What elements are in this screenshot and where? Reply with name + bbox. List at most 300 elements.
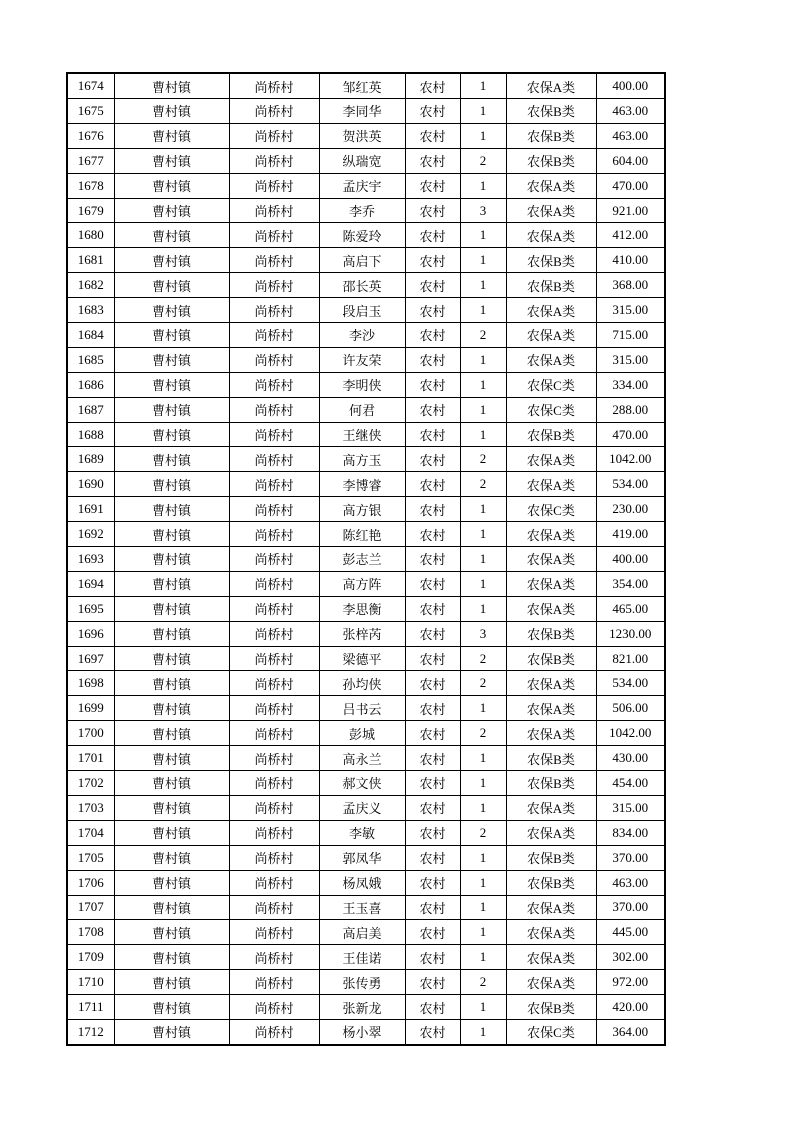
cell-person-count: 2 bbox=[460, 646, 506, 671]
cell-amount: 430.00 bbox=[596, 746, 665, 771]
cell-insurance-category: 农保A类 bbox=[506, 671, 596, 696]
cell-village: 尚桥村 bbox=[229, 995, 319, 1020]
cell-residence-type: 农村 bbox=[405, 945, 460, 970]
cell-amount: 315.00 bbox=[596, 347, 665, 372]
cell-insurance-category: 农保A类 bbox=[506, 945, 596, 970]
cell-sequence-number: 1703 bbox=[67, 795, 114, 820]
table-row bbox=[67, 273, 665, 298]
cell-amount: 1230.00 bbox=[596, 621, 665, 646]
cell-town: 曹村镇 bbox=[114, 497, 229, 522]
cell-sequence-number: 1704 bbox=[67, 820, 114, 845]
cell-person-name: 高启美 bbox=[319, 920, 405, 945]
cell-person-name: 李明侠 bbox=[319, 372, 405, 397]
cell-village: 尚桥村 bbox=[229, 248, 319, 273]
cell-person-count: 1 bbox=[460, 123, 506, 148]
cell-person-name: 何君 bbox=[319, 397, 405, 422]
cell-insurance-category: 农保B类 bbox=[506, 148, 596, 173]
cell-person-count: 1 bbox=[460, 571, 506, 596]
cell-village: 尚桥村 bbox=[229, 1019, 319, 1045]
cell-village: 尚桥村 bbox=[229, 347, 319, 372]
cell-person-name: 陈爱玲 bbox=[319, 223, 405, 248]
table-row bbox=[67, 323, 665, 348]
cell-insurance-category: 农保B类 bbox=[506, 621, 596, 646]
cell-sequence-number: 1700 bbox=[67, 721, 114, 746]
cell-person-count: 3 bbox=[460, 621, 506, 646]
cell-town: 曹村镇 bbox=[114, 771, 229, 796]
cell-village: 尚桥村 bbox=[229, 945, 319, 970]
cell-town: 曹村镇 bbox=[114, 671, 229, 696]
cell-person-name: 杨凤娥 bbox=[319, 870, 405, 895]
cell-amount: 400.00 bbox=[596, 547, 665, 572]
cell-insurance-category: 农保A类 bbox=[506, 323, 596, 348]
table-row bbox=[67, 795, 665, 820]
cell-town: 曹村镇 bbox=[114, 123, 229, 148]
cell-person-name: 李博睿 bbox=[319, 472, 405, 497]
cell-amount: 419.00 bbox=[596, 522, 665, 547]
cell-amount: 1042.00 bbox=[596, 447, 665, 472]
cell-residence-type: 农村 bbox=[405, 771, 460, 796]
cell-sequence-number: 1709 bbox=[67, 945, 114, 970]
cell-village: 尚桥村 bbox=[229, 323, 319, 348]
cell-sequence-number: 1688 bbox=[67, 422, 114, 447]
cell-village: 尚桥村 bbox=[229, 970, 319, 995]
cell-town: 曹村镇 bbox=[114, 571, 229, 596]
cell-village: 尚桥村 bbox=[229, 920, 319, 945]
cell-residence-type: 农村 bbox=[405, 123, 460, 148]
cell-village: 尚桥村 bbox=[229, 870, 319, 895]
cell-insurance-category: 农保A类 bbox=[506, 820, 596, 845]
cell-sequence-number: 1706 bbox=[67, 870, 114, 895]
cell-person-count: 2 bbox=[460, 148, 506, 173]
cell-sequence-number: 1699 bbox=[67, 696, 114, 721]
cell-person-name: 梁德平 bbox=[319, 646, 405, 671]
cell-town: 曹村镇 bbox=[114, 472, 229, 497]
cell-amount: 302.00 bbox=[596, 945, 665, 970]
cell-person-count: 1 bbox=[460, 522, 506, 547]
cell-person-count: 1 bbox=[460, 273, 506, 298]
cell-village: 尚桥村 bbox=[229, 696, 319, 721]
table-row bbox=[67, 173, 665, 198]
cell-insurance-category: 农保B类 bbox=[506, 123, 596, 148]
cell-person-count: 2 bbox=[460, 323, 506, 348]
cell-village: 尚桥村 bbox=[229, 99, 319, 124]
cell-insurance-category: 农保B类 bbox=[506, 273, 596, 298]
cell-insurance-category: 农保B类 bbox=[506, 646, 596, 671]
cell-person-count: 2 bbox=[460, 820, 506, 845]
cell-person-count: 1 bbox=[460, 99, 506, 124]
cell-insurance-category: 农保A类 bbox=[506, 198, 596, 223]
table-row bbox=[67, 771, 665, 796]
cell-town: 曹村镇 bbox=[114, 372, 229, 397]
cell-residence-type: 农村 bbox=[405, 323, 460, 348]
cell-person-name: 段启玉 bbox=[319, 298, 405, 323]
cell-town: 曹村镇 bbox=[114, 73, 229, 99]
table-row bbox=[67, 945, 665, 970]
cell-person-name: 李沙 bbox=[319, 323, 405, 348]
cell-sequence-number: 1686 bbox=[67, 372, 114, 397]
cell-residence-type: 农村 bbox=[405, 895, 460, 920]
cell-residence-type: 农村 bbox=[405, 447, 460, 472]
cell-village: 尚桥村 bbox=[229, 771, 319, 796]
cell-village: 尚桥村 bbox=[229, 447, 319, 472]
table-row bbox=[67, 123, 665, 148]
cell-person-count: 1 bbox=[460, 173, 506, 198]
cell-amount: 364.00 bbox=[596, 1019, 665, 1045]
cell-insurance-category: 农保A类 bbox=[506, 347, 596, 372]
cell-amount: 534.00 bbox=[596, 671, 665, 696]
table-row bbox=[67, 696, 665, 721]
cell-village: 尚桥村 bbox=[229, 298, 319, 323]
cell-village: 尚桥村 bbox=[229, 198, 319, 223]
cell-residence-type: 农村 bbox=[405, 646, 460, 671]
cell-residence-type: 农村 bbox=[405, 671, 460, 696]
cell-insurance-category: 农保B类 bbox=[506, 845, 596, 870]
cell-residence-type: 农村 bbox=[405, 372, 460, 397]
table-row bbox=[67, 198, 665, 223]
cell-town: 曹村镇 bbox=[114, 746, 229, 771]
cell-amount: 400.00 bbox=[596, 73, 665, 99]
cell-insurance-category: 农保A类 bbox=[506, 173, 596, 198]
table-row bbox=[67, 596, 665, 621]
cell-person-name: 孙均侠 bbox=[319, 671, 405, 696]
cell-town: 曹村镇 bbox=[114, 646, 229, 671]
cell-person-name: 李思衡 bbox=[319, 596, 405, 621]
cell-residence-type: 农村 bbox=[405, 522, 460, 547]
cell-sequence-number: 1701 bbox=[67, 746, 114, 771]
cell-person-count: 1 bbox=[460, 497, 506, 522]
cell-amount: 354.00 bbox=[596, 571, 665, 596]
cell-person-name: 杨小翠 bbox=[319, 1019, 405, 1045]
cell-sequence-number: 1680 bbox=[67, 223, 114, 248]
cell-sequence-number: 1687 bbox=[67, 397, 114, 422]
cell-village: 尚桥村 bbox=[229, 671, 319, 696]
table-row bbox=[67, 845, 665, 870]
cell-insurance-category: 农保A类 bbox=[506, 920, 596, 945]
cell-town: 曹村镇 bbox=[114, 845, 229, 870]
cell-residence-type: 农村 bbox=[405, 820, 460, 845]
cell-amount: 370.00 bbox=[596, 845, 665, 870]
cell-amount: 334.00 bbox=[596, 372, 665, 397]
table-row bbox=[67, 372, 665, 397]
cell-town: 曹村镇 bbox=[114, 895, 229, 920]
cell-town: 曹村镇 bbox=[114, 995, 229, 1020]
table-row bbox=[67, 571, 665, 596]
cell-amount: 288.00 bbox=[596, 397, 665, 422]
cell-person-count: 1 bbox=[460, 347, 506, 372]
cell-person-count: 1 bbox=[460, 596, 506, 621]
cell-person-count: 1 bbox=[460, 223, 506, 248]
cell-insurance-category: 农保A类 bbox=[506, 298, 596, 323]
cell-person-count: 1 bbox=[460, 372, 506, 397]
cell-insurance-category: 农保A类 bbox=[506, 223, 596, 248]
cell-town: 曹村镇 bbox=[114, 945, 229, 970]
cell-sequence-number: 1694 bbox=[67, 571, 114, 596]
cell-sequence-number: 1690 bbox=[67, 472, 114, 497]
table-row bbox=[67, 646, 665, 671]
cell-village: 尚桥村 bbox=[229, 571, 319, 596]
cell-person-count: 1 bbox=[460, 995, 506, 1020]
table-row bbox=[67, 397, 665, 422]
cell-town: 曹村镇 bbox=[114, 173, 229, 198]
cell-amount: 604.00 bbox=[596, 148, 665, 173]
table-row bbox=[67, 1019, 665, 1045]
cell-residence-type: 农村 bbox=[405, 173, 460, 198]
cell-insurance-category: 农保A类 bbox=[506, 547, 596, 572]
cell-person-count: 2 bbox=[460, 447, 506, 472]
cell-residence-type: 农村 bbox=[405, 298, 460, 323]
cell-sequence-number: 1696 bbox=[67, 621, 114, 646]
table-row bbox=[67, 223, 665, 248]
cell-insurance-category: 农保A类 bbox=[506, 895, 596, 920]
cell-amount: 412.00 bbox=[596, 223, 665, 248]
cell-insurance-category: 农保A类 bbox=[506, 696, 596, 721]
cell-insurance-category: 农保B类 bbox=[506, 99, 596, 124]
cell-sequence-number: 1711 bbox=[67, 995, 114, 1020]
cell-person-count: 1 bbox=[460, 397, 506, 422]
table-row bbox=[67, 547, 665, 572]
cell-residence-type: 农村 bbox=[405, 746, 460, 771]
cell-residence-type: 农村 bbox=[405, 422, 460, 447]
cell-sequence-number: 1682 bbox=[67, 273, 114, 298]
cell-person-name: 张梓芮 bbox=[319, 621, 405, 646]
cell-residence-type: 农村 bbox=[405, 248, 460, 273]
cell-insurance-category: 农保A类 bbox=[506, 447, 596, 472]
cell-person-count: 1 bbox=[460, 870, 506, 895]
cell-person-name: 邹红英 bbox=[319, 73, 405, 99]
cell-insurance-category: 农保A类 bbox=[506, 73, 596, 99]
cell-person-count: 1 bbox=[460, 248, 506, 273]
cell-residence-type: 农村 bbox=[405, 73, 460, 99]
cell-person-name: 李乔 bbox=[319, 198, 405, 223]
cell-sequence-number: 1693 bbox=[67, 547, 114, 572]
cell-person-name: 高方玉 bbox=[319, 447, 405, 472]
cell-residence-type: 农村 bbox=[405, 273, 460, 298]
cell-person-count: 2 bbox=[460, 721, 506, 746]
cell-person-count: 1 bbox=[460, 422, 506, 447]
cell-village: 尚桥村 bbox=[229, 472, 319, 497]
cell-person-name: 王继侠 bbox=[319, 422, 405, 447]
cell-residence-type: 农村 bbox=[405, 472, 460, 497]
cell-sequence-number: 1677 bbox=[67, 148, 114, 173]
cell-village: 尚桥村 bbox=[229, 422, 319, 447]
cell-town: 曹村镇 bbox=[114, 522, 229, 547]
table-row bbox=[67, 721, 665, 746]
cell-person-count: 1 bbox=[460, 298, 506, 323]
cell-town: 曹村镇 bbox=[114, 447, 229, 472]
cell-town: 曹村镇 bbox=[114, 347, 229, 372]
table-row bbox=[67, 995, 665, 1020]
cell-person-count: 1 bbox=[460, 920, 506, 945]
cell-person-count: 1 bbox=[460, 845, 506, 870]
cell-town: 曹村镇 bbox=[114, 397, 229, 422]
cell-person-name: 孟庆宇 bbox=[319, 173, 405, 198]
cell-residence-type: 农村 bbox=[405, 1019, 460, 1045]
cell-amount: 470.00 bbox=[596, 173, 665, 198]
cell-town: 曹村镇 bbox=[114, 547, 229, 572]
cell-person-name: 贺洪英 bbox=[319, 123, 405, 148]
cell-village: 尚桥村 bbox=[229, 123, 319, 148]
cell-amount: 420.00 bbox=[596, 995, 665, 1020]
cell-person-name: 孟庆义 bbox=[319, 795, 405, 820]
cell-person-count: 1 bbox=[460, 771, 506, 796]
cell-insurance-category: 农保A类 bbox=[506, 522, 596, 547]
cell-person-name: 李同华 bbox=[319, 99, 405, 124]
cell-village: 尚桥村 bbox=[229, 223, 319, 248]
cell-insurance-category: 农保B类 bbox=[506, 746, 596, 771]
table-row bbox=[67, 920, 665, 945]
cell-village: 尚桥村 bbox=[229, 522, 319, 547]
cell-village: 尚桥村 bbox=[229, 795, 319, 820]
cell-town: 曹村镇 bbox=[114, 820, 229, 845]
cell-residence-type: 农村 bbox=[405, 397, 460, 422]
cell-sequence-number: 1675 bbox=[67, 99, 114, 124]
cell-sequence-number: 1708 bbox=[67, 920, 114, 945]
cell-insurance-category: 农保A类 bbox=[506, 571, 596, 596]
cell-amount: 315.00 bbox=[596, 298, 665, 323]
cell-person-name: 高启下 bbox=[319, 248, 405, 273]
cell-person-name: 张传勇 bbox=[319, 970, 405, 995]
cell-village: 尚桥村 bbox=[229, 820, 319, 845]
cell-village: 尚桥村 bbox=[229, 845, 319, 870]
table-row bbox=[67, 99, 665, 124]
cell-village: 尚桥村 bbox=[229, 173, 319, 198]
cell-person-count: 1 bbox=[460, 1019, 506, 1045]
cell-sequence-number: 1707 bbox=[67, 895, 114, 920]
table-row bbox=[67, 298, 665, 323]
cell-insurance-category: 农保A类 bbox=[506, 721, 596, 746]
cell-sequence-number: 1689 bbox=[67, 447, 114, 472]
cell-sequence-number: 1679 bbox=[67, 198, 114, 223]
cell-person-name: 郝文侠 bbox=[319, 771, 405, 796]
cell-insurance-category: 农保A类 bbox=[506, 472, 596, 497]
cell-town: 曹村镇 bbox=[114, 298, 229, 323]
cell-residence-type: 农村 bbox=[405, 198, 460, 223]
cell-sequence-number: 1692 bbox=[67, 522, 114, 547]
cell-person-name: 王玉喜 bbox=[319, 895, 405, 920]
cell-town: 曹村镇 bbox=[114, 323, 229, 348]
cell-residence-type: 农村 bbox=[405, 920, 460, 945]
pension-benefits-table bbox=[66, 72, 666, 1046]
cell-residence-type: 农村 bbox=[405, 696, 460, 721]
cell-insurance-category: 农保A类 bbox=[506, 795, 596, 820]
cell-residence-type: 农村 bbox=[405, 223, 460, 248]
cell-person-count: 1 bbox=[460, 895, 506, 920]
cell-person-name: 郭凤华 bbox=[319, 845, 405, 870]
cell-amount: 463.00 bbox=[596, 123, 665, 148]
cell-town: 曹村镇 bbox=[114, 422, 229, 447]
table-row bbox=[67, 895, 665, 920]
cell-residence-type: 农村 bbox=[405, 970, 460, 995]
cell-sequence-number: 1681 bbox=[67, 248, 114, 273]
cell-person-name: 李敏 bbox=[319, 820, 405, 845]
cell-amount: 972.00 bbox=[596, 970, 665, 995]
cell-amount: 230.00 bbox=[596, 497, 665, 522]
table-row bbox=[67, 820, 665, 845]
cell-residence-type: 农村 bbox=[405, 621, 460, 646]
cell-sequence-number: 1684 bbox=[67, 323, 114, 348]
cell-insurance-category: 农保B类 bbox=[506, 248, 596, 273]
cell-person-count: 1 bbox=[460, 945, 506, 970]
cell-town: 曹村镇 bbox=[114, 148, 229, 173]
table-row bbox=[67, 472, 665, 497]
cell-amount: 368.00 bbox=[596, 273, 665, 298]
cell-village: 尚桥村 bbox=[229, 895, 319, 920]
cell-village: 尚桥村 bbox=[229, 397, 319, 422]
cell-person-name: 纵瑞宽 bbox=[319, 148, 405, 173]
cell-village: 尚桥村 bbox=[229, 746, 319, 771]
cell-amount: 506.00 bbox=[596, 696, 665, 721]
cell-residence-type: 农村 bbox=[405, 347, 460, 372]
cell-amount: 470.00 bbox=[596, 422, 665, 447]
cell-person-name: 王佳诺 bbox=[319, 945, 405, 970]
cell-sequence-number: 1705 bbox=[67, 845, 114, 870]
cell-village: 尚桥村 bbox=[229, 148, 319, 173]
cell-sequence-number: 1712 bbox=[67, 1019, 114, 1045]
table-row bbox=[67, 746, 665, 771]
table-row bbox=[67, 621, 665, 646]
table-row bbox=[67, 970, 665, 995]
cell-town: 曹村镇 bbox=[114, 596, 229, 621]
cell-town: 曹村镇 bbox=[114, 870, 229, 895]
cell-person-count: 2 bbox=[460, 970, 506, 995]
cell-insurance-category: 农保B类 bbox=[506, 771, 596, 796]
cell-insurance-category: 农保B类 bbox=[506, 995, 596, 1020]
cell-insurance-category: 农保C类 bbox=[506, 497, 596, 522]
cell-person-count: 3 bbox=[460, 198, 506, 223]
cell-amount: 315.00 bbox=[596, 795, 665, 820]
cell-sequence-number: 1691 bbox=[67, 497, 114, 522]
cell-amount: 1042.00 bbox=[596, 721, 665, 746]
cell-person-name: 高永兰 bbox=[319, 746, 405, 771]
cell-village: 尚桥村 bbox=[229, 372, 319, 397]
table-row bbox=[67, 447, 665, 472]
table-row bbox=[67, 870, 665, 895]
cell-insurance-category: 农保C类 bbox=[506, 397, 596, 422]
cell-insurance-category: 农保B类 bbox=[506, 870, 596, 895]
cell-sequence-number: 1685 bbox=[67, 347, 114, 372]
cell-sequence-number: 1698 bbox=[67, 671, 114, 696]
cell-village: 尚桥村 bbox=[229, 73, 319, 99]
cell-town: 曹村镇 bbox=[114, 795, 229, 820]
cell-sequence-number: 1676 bbox=[67, 123, 114, 148]
table-row bbox=[67, 248, 665, 273]
cell-residence-type: 农村 bbox=[405, 870, 460, 895]
cell-sequence-number: 1683 bbox=[67, 298, 114, 323]
cell-sequence-number: 1674 bbox=[67, 73, 114, 99]
cell-sequence-number: 1697 bbox=[67, 646, 114, 671]
cell-town: 曹村镇 bbox=[114, 198, 229, 223]
cell-town: 曹村镇 bbox=[114, 248, 229, 273]
table-row bbox=[67, 522, 665, 547]
cell-residence-type: 农村 bbox=[405, 148, 460, 173]
cell-town: 曹村镇 bbox=[114, 1019, 229, 1045]
cell-person-count: 1 bbox=[460, 547, 506, 572]
cell-sequence-number: 1702 bbox=[67, 771, 114, 796]
cell-village: 尚桥村 bbox=[229, 721, 319, 746]
cell-village: 尚桥村 bbox=[229, 646, 319, 671]
cell-person-name: 彭城 bbox=[319, 721, 405, 746]
cell-village: 尚桥村 bbox=[229, 621, 319, 646]
table-row bbox=[67, 671, 665, 696]
cell-person-name: 高方阵 bbox=[319, 571, 405, 596]
cell-person-name: 邵长英 bbox=[319, 273, 405, 298]
cell-amount: 465.00 bbox=[596, 596, 665, 621]
cell-village: 尚桥村 bbox=[229, 547, 319, 572]
cell-town: 曹村镇 bbox=[114, 721, 229, 746]
cell-person-count: 1 bbox=[460, 73, 506, 99]
cell-amount: 921.00 bbox=[596, 198, 665, 223]
cell-town: 曹村镇 bbox=[114, 273, 229, 298]
